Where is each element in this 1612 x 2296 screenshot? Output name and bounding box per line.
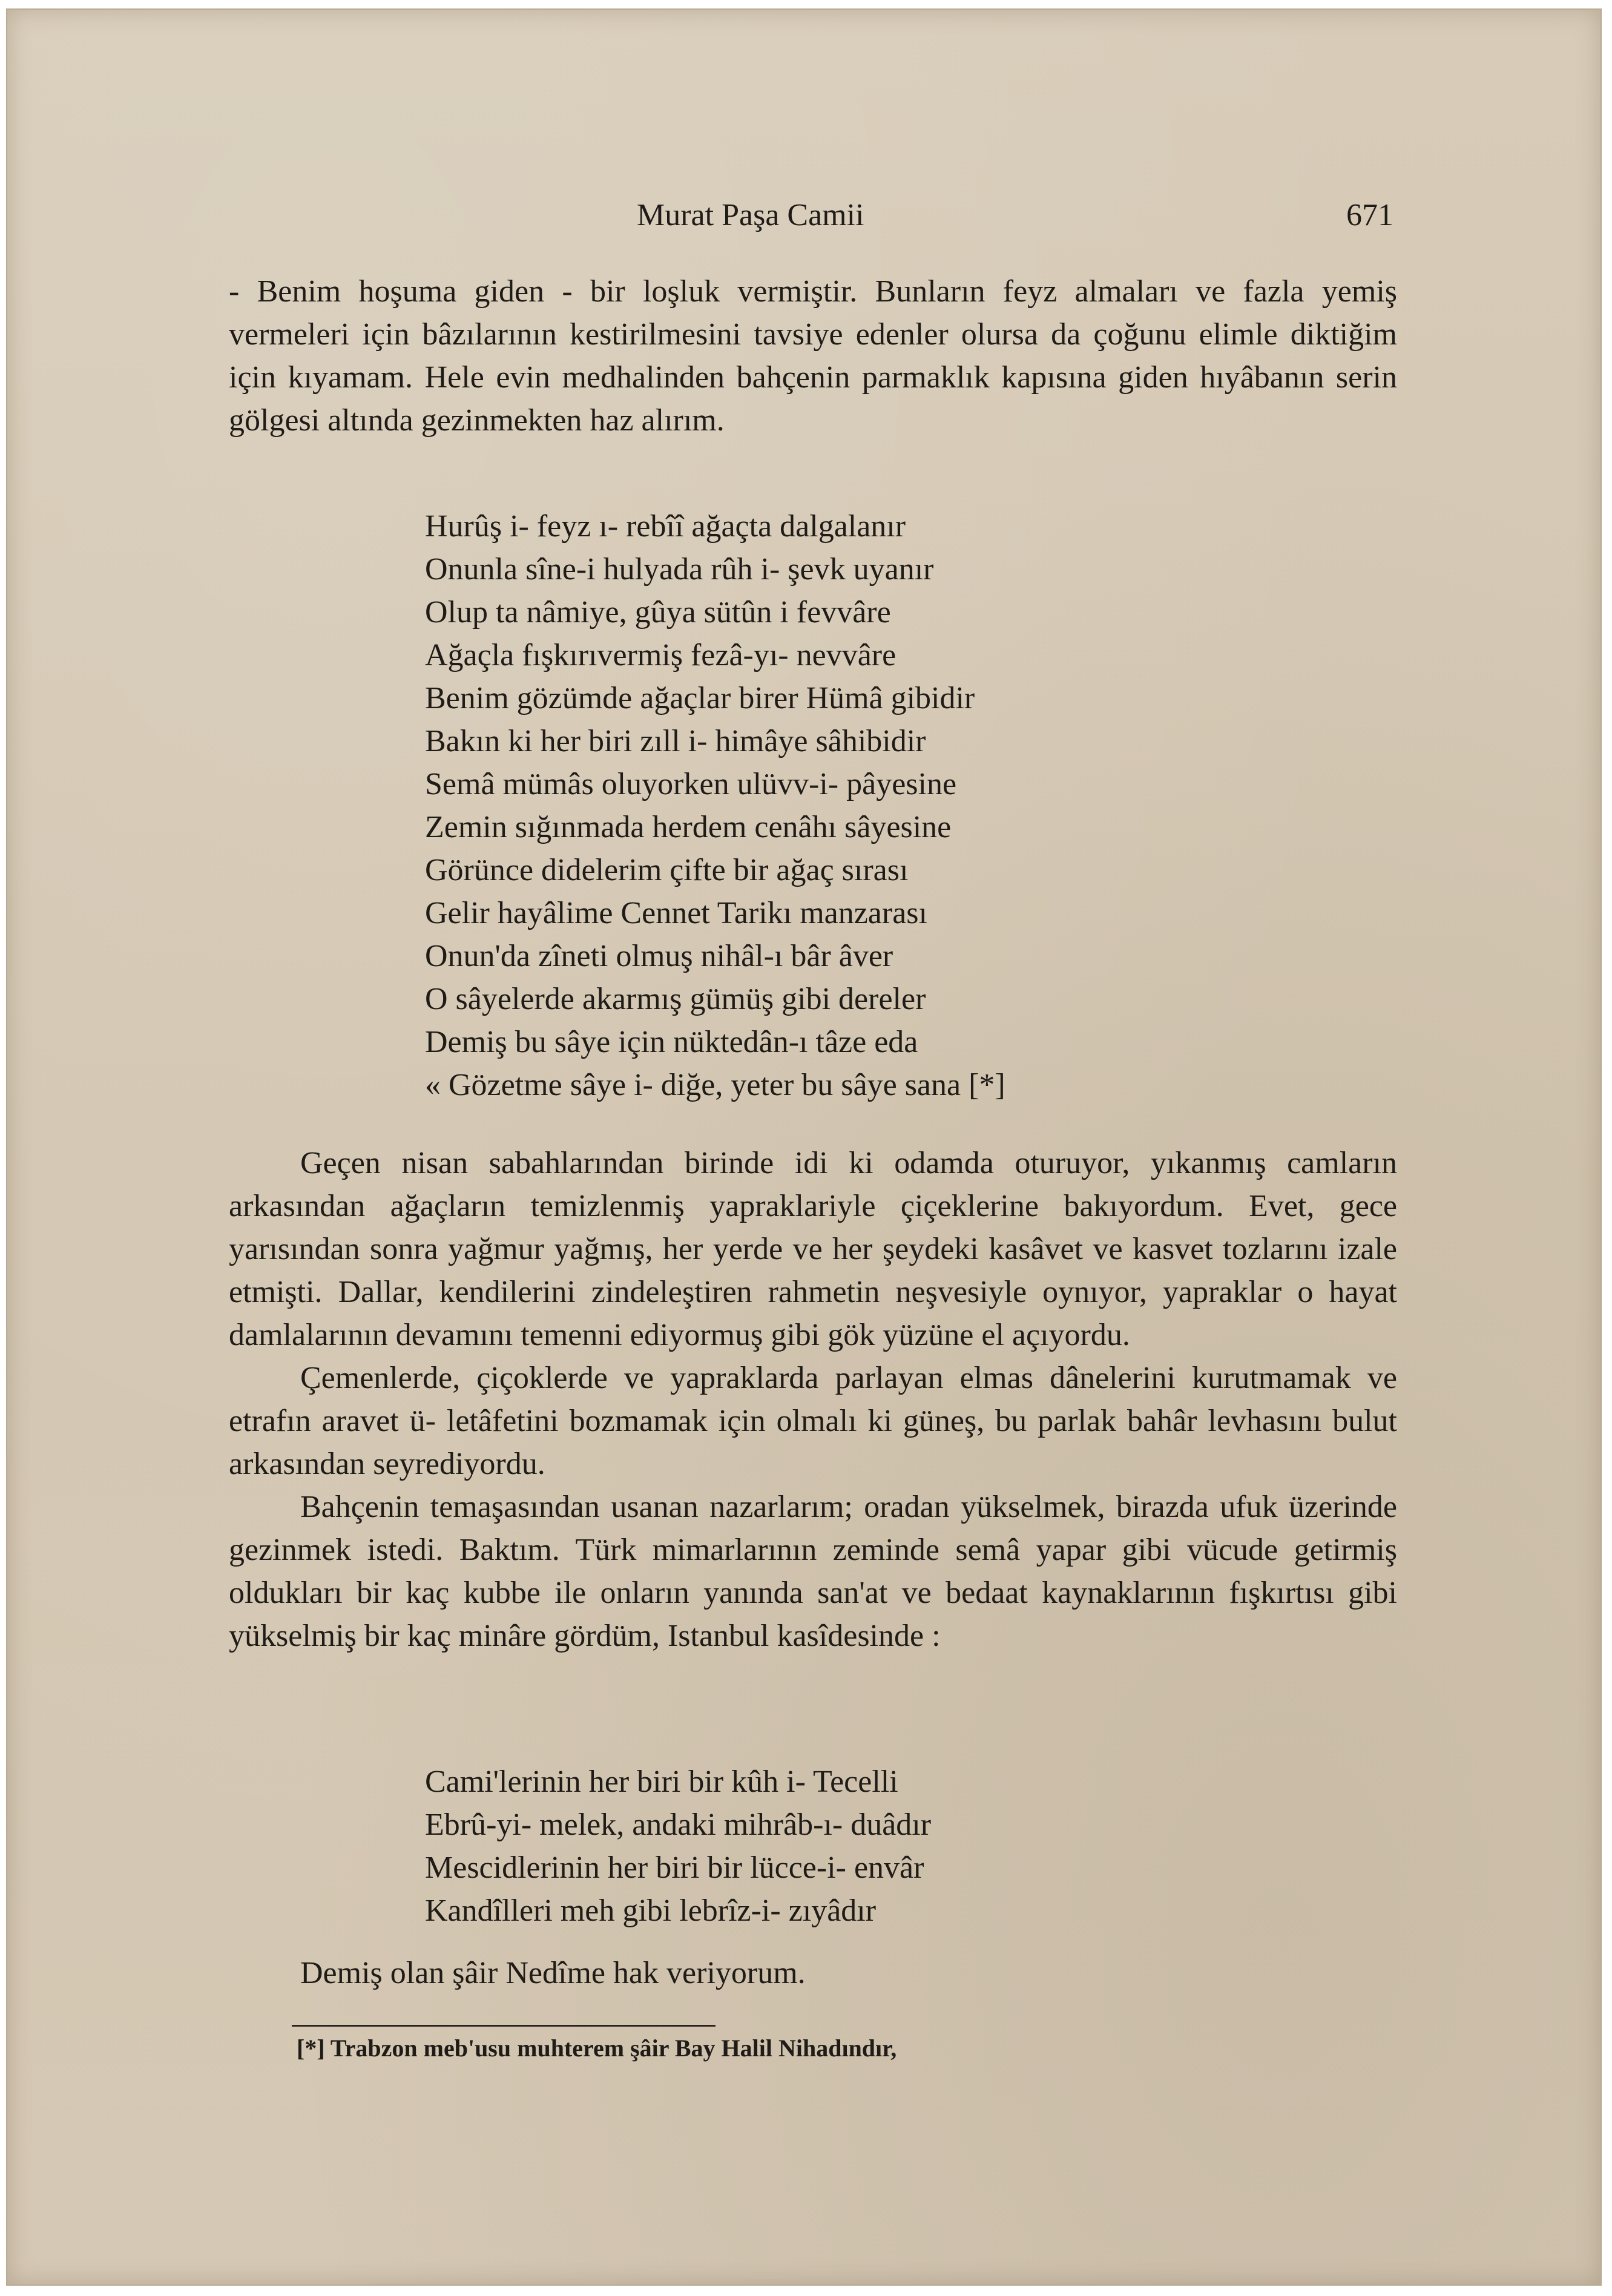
footnote: [*] Trabzon meb'usu muhterem şâir Bay Halil Nihadındır, <box>297 2034 897 2062</box>
verse-line: Semâ mümâs oluyorken ulüvv-i- pâyesine <box>425 767 957 801</box>
closing-block <box>300 1952 1390 1995</box>
verse-line: Görünce didelerim çifte bir ağaç sırası <box>425 853 909 887</box>
verse-line: Benim gözümde ağaçlar birer Hümâ gibidir <box>425 681 975 715</box>
poem-first <box>425 505 1005 1107</box>
verse-line: Hurûş i- feyz ı- rebîî ağaçta dalgalanır <box>425 509 906 544</box>
body-paragraphs <box>229 1142 1397 1657</box>
page-number: 671 <box>1346 198 1393 232</box>
verse-line: Olup ta nâmiye, gûya sütûn i fevvâre <box>425 595 891 630</box>
paragraph-meadows: Çemenlerde, çiçoklerde ve yapraklarda parlayan elmas dânelerini kurutmamak ve etrafın aravet ü- letâfetini bozmamak için olmalı ki güneş, bu parlak bahâr levhasını bulut arkasından seyrediyordu. <box>229 1361 1397 1481</box>
verse-line: Ağaçla fışkırıvermiş fezâ-yı- nevvâre <box>425 638 896 673</box>
verse-line: Gelir hayâlime Cennet Tarikı manzarası <box>425 896 927 930</box>
page-header <box>637 191 1393 240</box>
verse-line: O sâyelerde akarmış gümüş gibi dereler <box>425 982 926 1016</box>
verse-line: Cami'lerinin her biri bir kûh i- Tecelli <box>425 1765 898 1799</box>
intro-paragraph: - Benim hoşuma giden - bir loşluk vermiştir. Bunların feyz almaları ve fazla yemiş vermeleri için bâzılarının kestirilmesini tavsiye edenler olursa da çoğunu elimle diktiğim için kıyamam. Hele evin medhalinden bahçenin parmaklık kapısına giden hıyâbanın serin gölgesi altında gezinmekten haz alırım. <box>229 274 1397 438</box>
verse-line: Bakın ki her biri zıll i- himâye sâhibidir <box>425 724 926 758</box>
verse-line: Demiş bu sâye için nüktedân-ı tâze eda <box>425 1025 918 1059</box>
verse-line: Ebrû-yi- melek, andaki mihrâb-ı- duâdır <box>425 1808 932 1842</box>
running-title: Murat Paşa Camii <box>637 198 864 232</box>
paragraph-morning: Geçen nisan sabahlarından birinde idi ki odamda oturuyor, yıkanmış camların arkasından ağaçların temizlenmiş yapraklariyle çiçeklerine bakıyordum. Evet, gece yarısından sonra yağmur yağmış, her yerde ve her şeydeki kasâvet ve kasvet tozlarını izale etmişti. Dallar, kendilerini zindeleştiren rahmetin neşvesiyle oynıyor, yapraklar o hayat damlalarının devamını temenni ediyormuş gibi gök yüzüne el açıyordu. <box>229 1146 1397 1352</box>
poem-second <box>425 1760 931 1932</box>
verse-line: Onunla sîne-i hulyada rûh i- şevk uyanır <box>425 552 934 587</box>
paragraph-garden: Bahçenin temaşasından usanan nazarlarım; oradan yükselmek, birazda ufuk üzerinde gezinmek istedi. Baktım. Türk mimarlarının zeminde semâ yapar gibi vücude getirmiş oldukları bir kaç kubbe ile onların yanında san'at ve bedaat kaynaklarının fışkırtısı gibi yükselmiş bir kaç minâre gördüm, Istanbul kasîdesinde : <box>229 1490 1397 1653</box>
verse-line: Mescidlerinin her biri bir lücce-i- envâr <box>425 1850 924 1885</box>
footnote-rule <box>292 2025 716 2027</box>
verse-line: Onun'da zîneti olmuş nihâl-ı bâr âver <box>425 939 893 973</box>
verse-line: Zemin sığınmada herdem cenâhı sâyesine <box>425 810 952 844</box>
verse-line: « Gözetme sâye i- diğe, yeter bu sâye sana [*] <box>425 1068 1005 1102</box>
verse-line: Kandîlleri meh gibi lebrîz-i- zıyâdır <box>425 1893 877 1928</box>
closing-line: Demiş olan şâir Nedîme hak veriyorum. <box>300 1956 806 1990</box>
book-page <box>6 8 1602 2286</box>
intro-paragraph-block <box>229 270 1397 442</box>
